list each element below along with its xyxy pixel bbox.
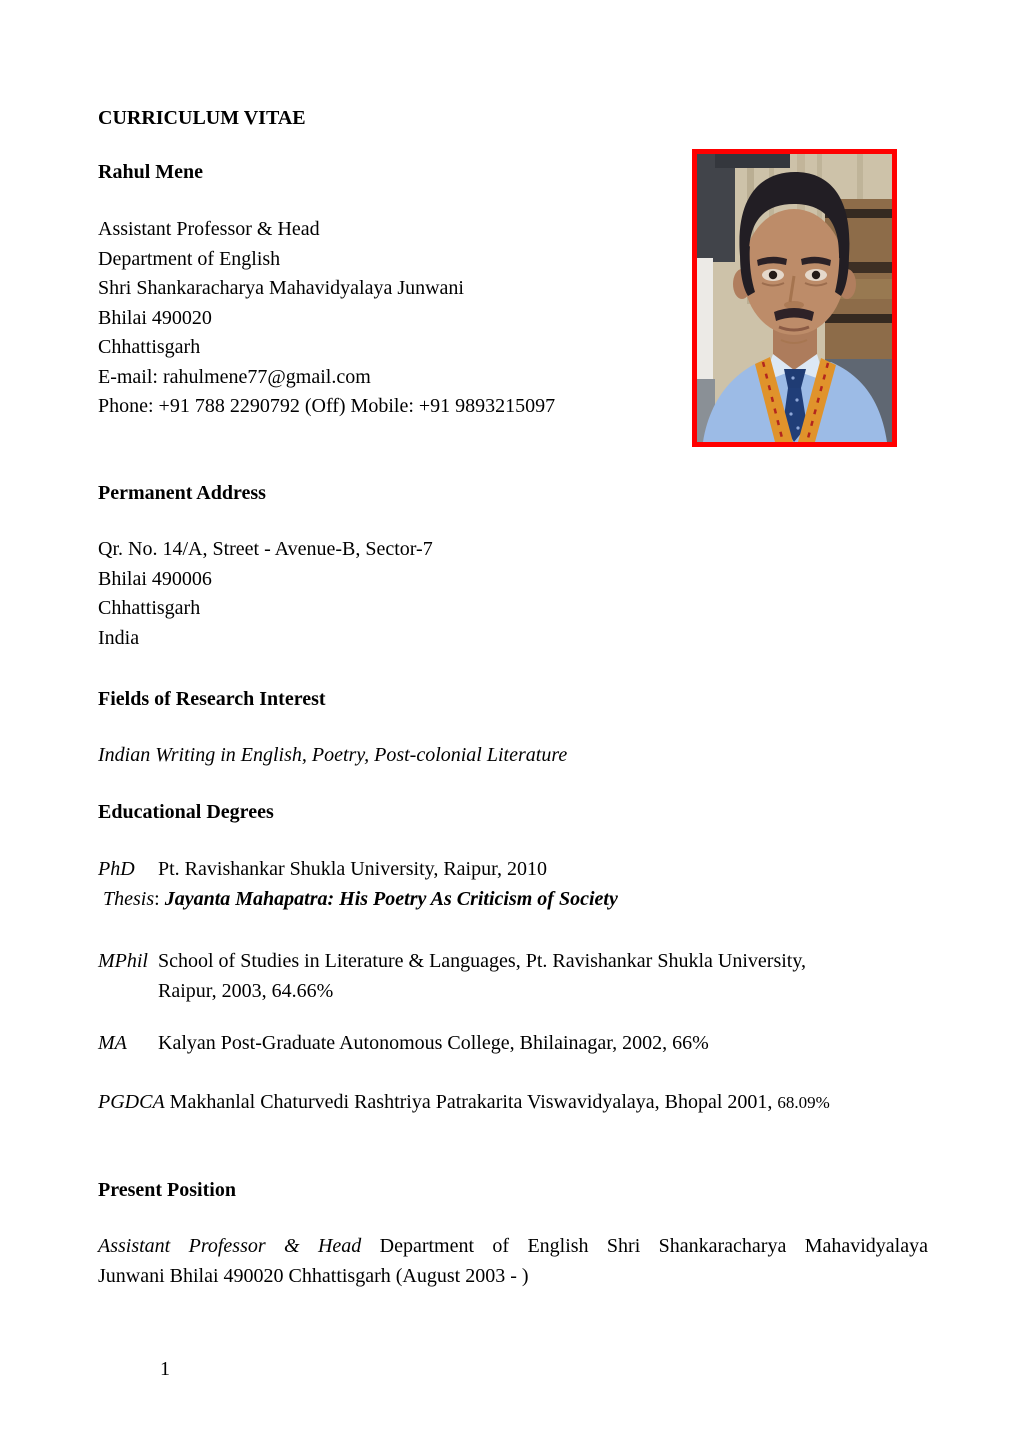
degree-label-mphil: MPhil [98,950,148,972]
present-position-line1 [98,1232,928,1262]
page-number: 1 [160,1358,170,1380]
degree-text-pgdca: Makhanlal Chaturvedi Rashtriya Patrakarita Viswavidyalaya, Bhopal 2001, [164,1091,778,1113]
thesis-title: Jayanta Mahapatra: His Poetry As Criticism of Society [164,888,618,910]
education-heading: Educational Degrees [98,801,274,823]
thesis-colon: : [154,888,165,910]
mphil-line1: School of Studies in Literature & Languages, Pt. Ravishankar Shukla University, [158,950,807,972]
degree-text-mphil [158,947,926,1006]
portrait-illustration [697,154,892,442]
permanent-address-heading: Permanent Address [98,482,266,504]
address-line: Qr. No. 14/A, Street - Avenue-B, Sector-7 [98,538,433,560]
thesis-label: Thesis [103,888,155,910]
mphil-line2: Raipur, 2003, 64.66% [158,979,334,1002]
degree-label-phd: PhD [98,858,135,880]
portrait-photo [692,149,897,447]
person-name: Rahul Mene [98,161,203,183]
degree-row-ma [98,1029,926,1059]
degree-text-ma: Kalyan Post-Graduate Autonomous College, Bhilainagar, 2002, 66% [158,1032,709,1054]
contact-line-email: E-mail: rahulmene77@gmail.com [98,365,371,388]
degree-row-mphil [98,947,926,1006]
contact-line: Assistant Professor & Head [98,218,320,240]
contact-line: Bhilai 490020 [98,306,212,329]
present-position-role: Assistant Professor & Head [98,1235,362,1257]
contact-line: Department of English [98,247,281,270]
degree-label-ma: MA [98,1032,127,1054]
page-title: CURRICULUM VITAE [98,107,306,129]
pgdca-score: 68.09% [777,1093,830,1112]
address-line: Chhattisgarh [98,597,201,619]
present-position-line1-rest: Department of English Shri Shankaracharya Mahavidyalaya [379,1235,928,1257]
research-interest-text: Indian Writing in English, Poetry, Post-colonial Literature [98,744,568,766]
present-position-paragraph [98,1232,928,1291]
contact-line: Chhattisgarh [98,336,201,358]
degree-row-phd [98,855,926,885]
research-interest-heading: Fields of Research Interest [98,688,326,710]
degree-row-pgdca [98,1088,958,1118]
degree-label-pgdca: PGDCA [98,1091,165,1113]
contact-line-phone: Phone: +91 788 2290792 (Off) Mobile: +91 9893215097 [98,395,556,417]
address-line: Bhilai 490006 [98,567,212,590]
contact-block [98,215,678,422]
thesis-row [98,885,931,915]
present-position-heading: Present Position [98,1179,236,1201]
address-line: India [98,626,140,649]
permanent-address-block [98,535,433,653]
present-position-line2: Junwani Bhilai 490020 Chhattisgarh (August 2003 - ) [98,1264,529,1287]
degree-text-phd: Pt. Ravishankar Shukla University, Raipur, 2010 [158,858,547,880]
contact-line: Shri Shankaracharya Mahavidyalaya Junwani [98,277,464,299]
